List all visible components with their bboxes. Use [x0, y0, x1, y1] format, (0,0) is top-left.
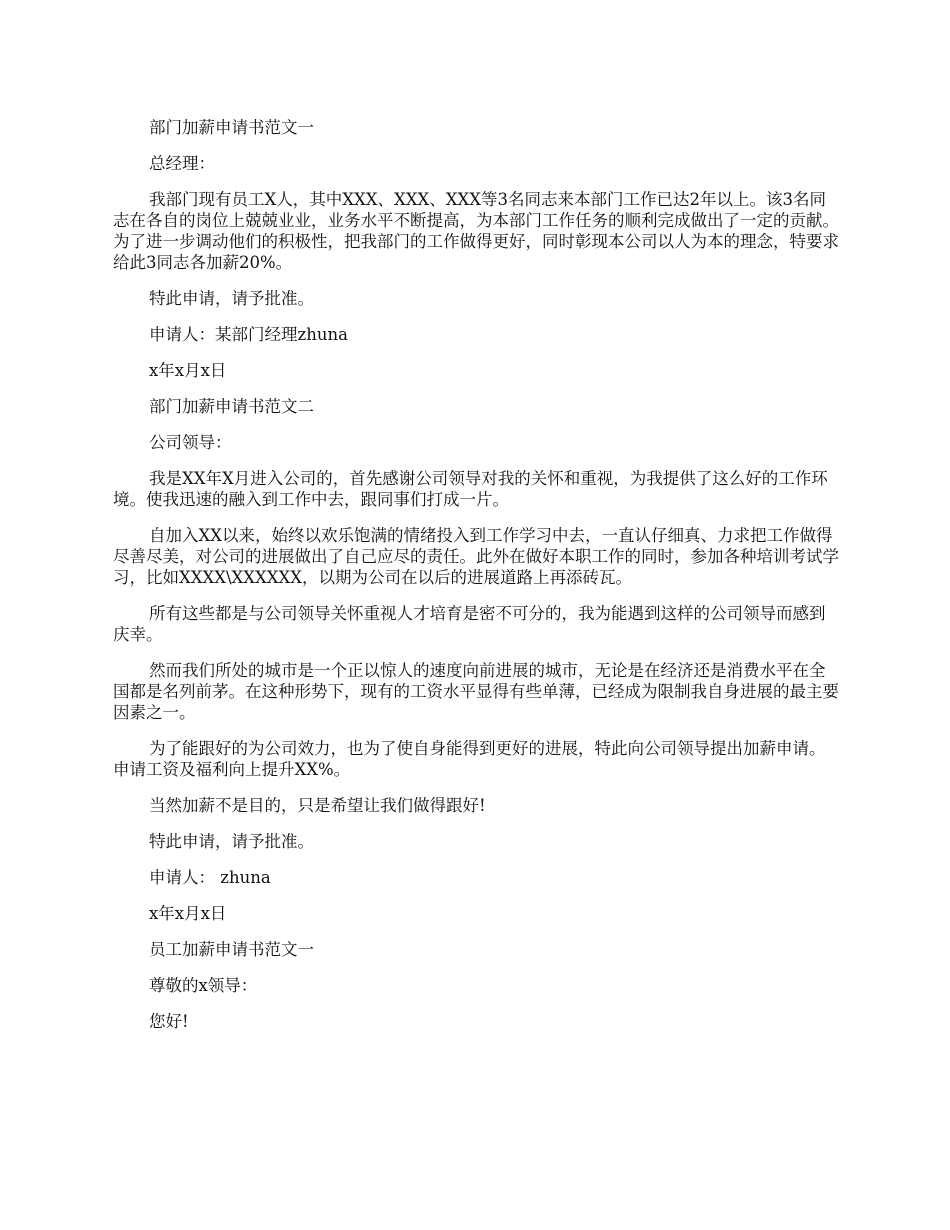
- salutation: 总经理：: [149, 154, 215, 173]
- closing-line: 特此申请，请予批准。: [149, 832, 314, 851]
- greeting: 您好!: [149, 1012, 189, 1031]
- body-paragraph: 我部门现有员工X人，其中XXX、XXX、XXX等3名同志来本部门工作已达2年以上。该3名同志在各自的岗位上兢兢业业，业务水平不断提高，为本部门工作任务的顺利完成做出了一定的贡献。为了进一步调动他们的积极性，把我部门的工作做得更好，同时彰现本公司以人为本的理念，特要求给此3同志各加薪20%。: [113, 190, 839, 272]
- body-paragraph: 然而我们所处的城市是一个正以惊人的速度向前进展的城市，无论是在经济还是消费水平在全国都是名列前茅。在这种形势下，现有的工资水平显得有些单薄，已经成为限制我自身进展的最主要因素之一。: [113, 661, 839, 722]
- body-paragraph: 自加入XX以来，始终以欢乐饱满的情绪投入到工作学习中去，一直认仔细真、力求把工作做得尽善尽美，对公司的进展做出了自己应尽的责任。此外在做好本职工作的同时，参加各种培训考试学习，比如XXXX\XXXXXX，以期为公司在以后的进展道路上再添砖瓦。: [113, 526, 839, 587]
- section-title-dept-2: 部门加薪申请书范文二: [149, 397, 314, 416]
- section-title-dept-1: 部门加薪申请书范文一: [149, 118, 314, 137]
- document-body: [113, 117, 840, 1047]
- date-line: x年x月x日: [149, 904, 227, 923]
- applicant-line: 申请人：某部门经理zhuna: [149, 325, 348, 344]
- body-paragraph: 当然加薪不是目的，只是希望让我们做得跟好!: [149, 796, 486, 815]
- salutation: 尊敬的x领导：: [149, 976, 258, 995]
- salutation: 公司领导：: [149, 433, 232, 452]
- body-paragraph: 所有这些都是与公司领导关怀重视人才培育是密不可分的，我为能遇到这样的公司领导而感到庆幸。: [113, 604, 826, 644]
- applicant-line: 申请人： zhuna: [149, 868, 271, 887]
- closing-line: 特此申请，请予批准。: [149, 289, 314, 308]
- body-paragraph: 我是XX年X月进入公司的，首先感谢公司领导对我的关怀和重视，为我提供了这么好的工作环境。使我迅速的融入到工作中去，跟同事们打成一片。: [113, 469, 828, 509]
- date-line: x年x月x日: [149, 361, 227, 380]
- body-paragraph: 为了能跟好的为公司效力，也为了使自身能得到更好的进展，特此向公司领导提出加薪申请。申请工资及福利向上提升XX%。: [113, 739, 826, 779]
- section-title-employee-1: 员工加薪申请书范文一: [149, 940, 314, 959]
